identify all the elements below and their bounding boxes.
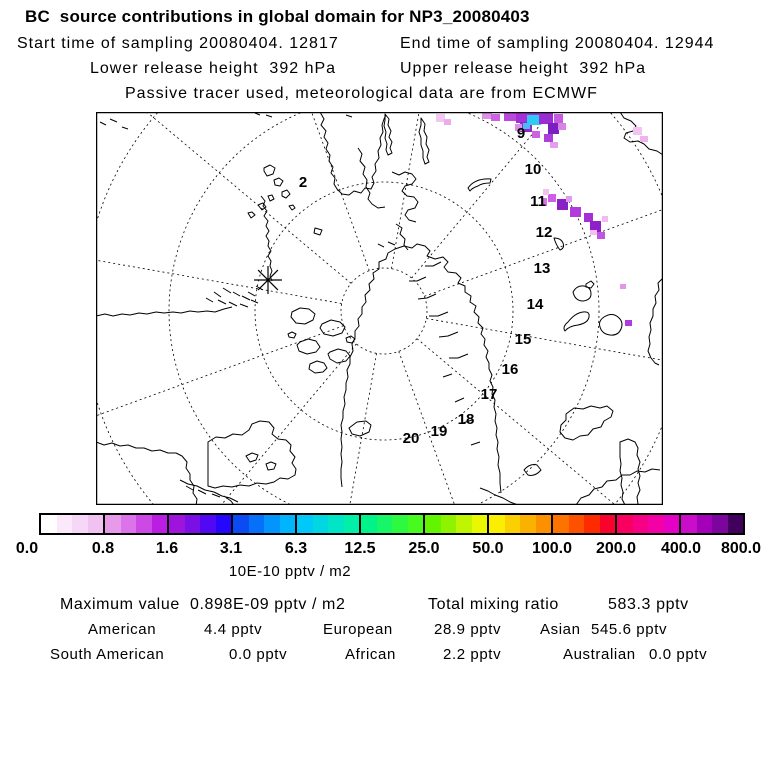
plume-cell bbox=[597, 232, 605, 239]
upper-release-text: Upper release height 392 hPa bbox=[400, 60, 647, 77]
plume-cell bbox=[625, 320, 632, 326]
stats-text: 0.898E-09 pptv / m2 bbox=[190, 596, 346, 613]
coastline-path bbox=[341, 249, 395, 487]
colorbar-cell bbox=[536, 515, 552, 533]
colorbar-cell bbox=[200, 515, 216, 533]
coastline-path bbox=[358, 148, 385, 208]
colorbar-cell bbox=[72, 515, 88, 533]
coastline-path bbox=[384, 114, 429, 164]
colorbar-cell bbox=[41, 515, 57, 533]
colorbar-cell bbox=[728, 515, 744, 533]
plume-cell bbox=[602, 216, 608, 222]
colorbar-cell bbox=[57, 515, 73, 533]
plume-cell bbox=[584, 213, 593, 222]
map-number-label: 10 bbox=[524, 161, 542, 178]
colorbar-cell bbox=[361, 515, 377, 533]
coastline-path bbox=[564, 312, 622, 335]
colorbar-tick-label: 0.8 bbox=[91, 540, 115, 557]
colorbar-cell bbox=[121, 515, 137, 533]
end-time-text: End time of sampling 20080404. 12944 bbox=[400, 35, 715, 52]
coastline-path bbox=[576, 469, 660, 505]
colorbar-cell bbox=[441, 515, 457, 533]
colorbar-cell bbox=[633, 515, 649, 533]
colorbar-cell bbox=[408, 515, 424, 533]
coastline-path bbox=[96, 442, 200, 505]
polar-map bbox=[96, 112, 663, 505]
stats-text: European bbox=[323, 621, 393, 638]
colorbar-cell bbox=[392, 515, 408, 533]
colorbar-cell bbox=[456, 515, 472, 533]
coastline-path bbox=[314, 228, 322, 235]
map-number-label: 16 bbox=[501, 361, 519, 378]
colorbar-cell bbox=[681, 515, 697, 533]
start-time-text: Start time of sampling 20080404. 12817 bbox=[17, 35, 339, 52]
colorbar-tick-label: 50.0 bbox=[472, 540, 504, 557]
graticule-meridian bbox=[96, 326, 344, 458]
colorbar-cell bbox=[152, 515, 168, 533]
plume-cell bbox=[444, 119, 451, 125]
lower-release-text: Lower release height 392 hPa bbox=[90, 60, 337, 77]
plume-cell bbox=[570, 207, 581, 217]
colorbar-cell bbox=[505, 515, 521, 533]
map-number-label: 2 bbox=[298, 174, 308, 191]
plume-cell bbox=[620, 284, 626, 289]
colorbar-cell bbox=[328, 515, 344, 533]
coastline-path bbox=[180, 480, 238, 505]
plume-cell bbox=[566, 196, 572, 202]
colorbar-cell bbox=[600, 515, 616, 533]
stats-text: 2.2 pptv bbox=[443, 646, 502, 663]
map-number-label: 18 bbox=[457, 411, 475, 428]
colorbar-unit-label: 10E-10 pptv / m2 bbox=[228, 563, 352, 580]
colorbar-segment bbox=[41, 515, 105, 533]
coastline-path bbox=[554, 238, 564, 250]
graticule-meridian bbox=[391, 112, 458, 269]
colorbar-cell bbox=[520, 515, 536, 533]
coastline-path bbox=[288, 308, 355, 373]
colorbar-cell bbox=[697, 515, 713, 533]
graticule-meridian bbox=[237, 112, 369, 271]
coastline-path bbox=[208, 421, 296, 488]
coastline-path bbox=[560, 406, 613, 440]
colorbar bbox=[39, 513, 745, 535]
plume-cell bbox=[590, 230, 597, 235]
colorbar-cell bbox=[377, 515, 393, 533]
colorbar-cell bbox=[88, 515, 104, 533]
colorbar-tick-label: 1.6 bbox=[155, 540, 179, 557]
coastline-path bbox=[248, 165, 295, 218]
tracer-note-text: Passive tracer used, meteorological data are from ECMWF bbox=[125, 85, 598, 102]
colorbar-cell bbox=[185, 515, 201, 533]
map-number-label: 11 bbox=[530, 193, 546, 210]
map-number-label: 13 bbox=[533, 260, 551, 277]
plume-cell bbox=[548, 123, 559, 134]
colorbar-tick-label: 200.0 bbox=[595, 540, 637, 557]
colorbar-cell bbox=[472, 515, 488, 533]
coastline-path bbox=[468, 179, 491, 191]
colorbar-cell bbox=[280, 515, 296, 533]
colorbar-cell bbox=[648, 515, 664, 533]
coastline-path bbox=[648, 278, 663, 365]
colorbar-segment bbox=[617, 515, 681, 533]
figure-title: BC source contributions in global domain for NP3_20080403 bbox=[25, 7, 530, 26]
colorbar-segment bbox=[681, 515, 743, 533]
stats-text: 0.0 pptv bbox=[229, 646, 288, 663]
coastline-path bbox=[480, 488, 548, 505]
colorbar-tick-label: 3.1 bbox=[219, 540, 243, 557]
graticule-meridian bbox=[309, 353, 376, 505]
colorbar-tick-label: 0.0 bbox=[15, 540, 39, 557]
colorbar-cell bbox=[297, 515, 313, 533]
colorbar-tick-label: 25.0 bbox=[408, 540, 440, 557]
colorbar-cell bbox=[313, 515, 329, 533]
map-number-labels bbox=[299, 125, 553, 447]
colorbar-segment bbox=[425, 515, 489, 533]
colorbar-cell bbox=[169, 515, 185, 533]
colorbar-cell bbox=[712, 515, 728, 533]
coastline-path bbox=[573, 281, 594, 301]
plume-cell bbox=[633, 127, 642, 135]
map-number-label: 12 bbox=[535, 224, 553, 241]
stats-text: 4.4 pptv bbox=[204, 621, 263, 638]
colorbar-cell bbox=[216, 515, 232, 533]
coastline-path bbox=[96, 307, 232, 316]
colorbar-cell bbox=[584, 515, 600, 533]
map-number-label: 9 bbox=[516, 125, 526, 142]
colorbar-tick-label: 400.0 bbox=[660, 540, 702, 557]
colorbar-cell bbox=[617, 515, 633, 533]
plume-cell bbox=[544, 134, 553, 142]
map-number-label: 15 bbox=[514, 331, 532, 348]
stats-text: American bbox=[88, 621, 157, 638]
coastline-path bbox=[620, 439, 640, 505]
coastline-path bbox=[320, 112, 386, 195]
colorbar-cell bbox=[489, 515, 505, 533]
stats-text: 583.3 pptv bbox=[608, 596, 689, 613]
stats-text: Australian bbox=[563, 646, 636, 663]
graticule-meridian bbox=[108, 344, 357, 505]
plume-cell bbox=[550, 142, 558, 148]
station-marker bbox=[254, 266, 282, 294]
colorbar-tick-label: 800.0 bbox=[720, 540, 762, 557]
colorbar-tick-label: 100.0 bbox=[531, 540, 573, 557]
colorbar-segment bbox=[297, 515, 361, 533]
colorbar-cell bbox=[569, 515, 585, 533]
plume-cell bbox=[539, 112, 553, 124]
colorbar-cell bbox=[105, 515, 121, 533]
map-number-label: 14 bbox=[526, 296, 544, 313]
coastline-path bbox=[100, 113, 352, 129]
graticule-meridian bbox=[426, 318, 663, 385]
map-frame bbox=[97, 113, 663, 505]
graticule-meridian bbox=[96, 236, 342, 303]
map-number-label: 19 bbox=[430, 423, 448, 440]
colorbar-segment bbox=[489, 515, 553, 533]
graticule-meridian bbox=[96, 112, 351, 283]
stats-text: 28.9 pptv bbox=[434, 621, 502, 638]
plume-cell bbox=[548, 194, 556, 202]
coastline-path bbox=[349, 421, 371, 436]
coastline-path bbox=[524, 465, 541, 476]
stats-text: Maximum value bbox=[60, 596, 180, 613]
plume-cell bbox=[491, 114, 500, 121]
graticule-meridian bbox=[417, 339, 663, 505]
coastline-path bbox=[378, 172, 418, 250]
stats-text: Asian bbox=[540, 621, 581, 638]
graticule-circle bbox=[96, 112, 663, 505]
plume-cell bbox=[436, 114, 445, 122]
colorbar-cell bbox=[553, 515, 569, 533]
colorbar-cell bbox=[249, 515, 265, 533]
colorbar-tick-label: 12.5 bbox=[344, 540, 376, 557]
graticule-layer bbox=[96, 112, 663, 505]
colorbar-cell bbox=[344, 515, 360, 533]
coastline-path bbox=[206, 286, 263, 307]
stats-text: African bbox=[345, 646, 396, 663]
colorbar-segment bbox=[361, 515, 425, 533]
colorbar-segment bbox=[553, 515, 617, 533]
stats-text: 545.6 pptv bbox=[591, 621, 668, 638]
colorbar-segment bbox=[169, 515, 233, 533]
colorbar-cell bbox=[664, 515, 680, 533]
stats-text: Total mixing ratio bbox=[428, 596, 559, 613]
plume-cell bbox=[532, 131, 540, 138]
stats-text: 0.0 pptv bbox=[649, 646, 708, 663]
colorbar-segment bbox=[233, 515, 297, 533]
colorbar-segment bbox=[105, 515, 169, 533]
colorbar-cell bbox=[233, 515, 249, 533]
map-number-label: 20 bbox=[402, 430, 420, 447]
colorbar-tick-label: 6.3 bbox=[284, 540, 308, 557]
coastline-layer bbox=[96, 112, 663, 505]
plume-cell bbox=[640, 136, 648, 142]
colorbar-cell bbox=[264, 515, 280, 533]
stats-text: South American bbox=[50, 646, 165, 663]
plume-cell bbox=[558, 123, 566, 130]
map-number-label: 17 bbox=[480, 386, 498, 403]
colorbar-cell bbox=[136, 515, 152, 533]
colorbar-cell bbox=[425, 515, 441, 533]
plume-cell bbox=[554, 114, 563, 123]
